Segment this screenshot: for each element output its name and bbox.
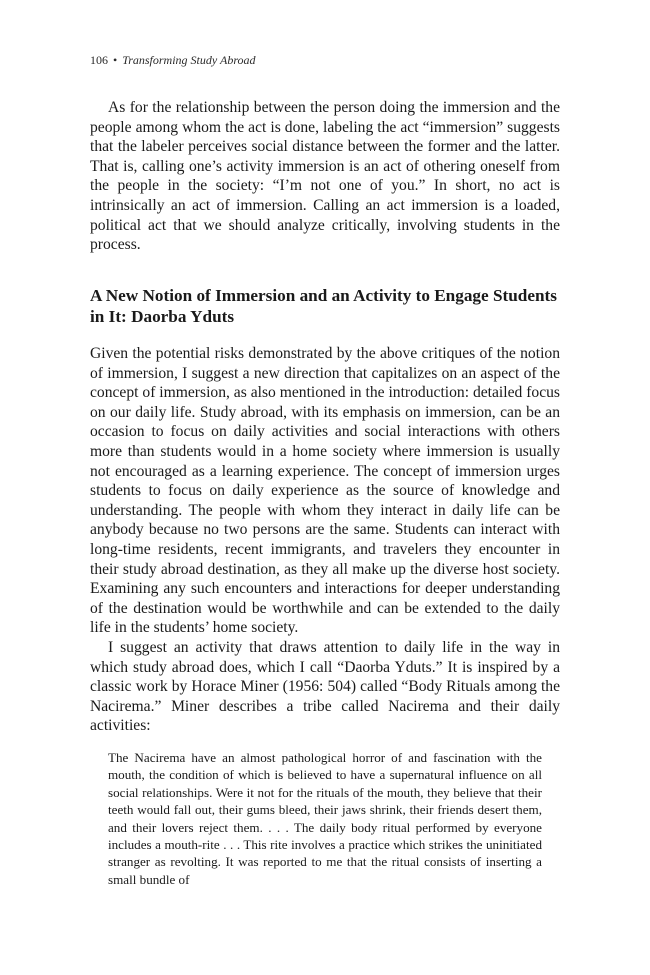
- paragraph-new-direction: Given the potential risks demonstrated by the above critiques of the notion of immersion, I suggest a new direction that capitalizes on an aspect of the concept of immersion, as also mentioned in the introduction: detailed focus on our daily life. Study abroad, with its emphasis on immersion, can be an occasion to focus on daily activities and social interactions with others more than students would in a home society where immersion is usually not encouraged as a learning experience. The concept of immersion urges students to focus on daily experience as the source of knowledge and understanding. The people with whom they interact in daily life can be anybody because no two persons are the same. Students can interact with long-time residents, recent immigrants, and travelers they encounter in their study abroad destination, as they all make up the diverse host society. Examining any such encounters and interactions for deeper understanding of the destination would be worthwhile and can be extended to the daily life in the students’ home society.: [90, 345, 560, 637]
- paragraph-daorba-yduts-activity: I suggest an activity that draws attention to daily life in the way in which study abroad does, which I call “Daorba Yduts.” It is inspired by a classic work by Horace Miner (1956: 504) called “Body Rituals among the Nacirema.” Miner describes a tribe called Nacirema and their daily activities:: [90, 639, 560, 735]
- section-heading: A New Notion of Immersion and an Activity to Engage Students in It: Daorba Yduts: [90, 286, 557, 326]
- running-head: [90, 53, 256, 68]
- page-number: 106: [90, 53, 108, 67]
- block-quote-nacirema: The Nacirema have an almost pathological horror of and fascination with the mouth, the condition of which is believed to have a supernatural influence on all social relationships. Were it not for the rituals of the mouth, they believe that their teeth would fall out, their gums bleed, their jaws shrink, their friends desert them, and their lovers reject them. . . . The daily body ritual performed by everyone includes a mouth-rite . . . This rite involves a practice which strikes the uninitiated stranger as revolting. It was reported to me that the ritual consists of inserting a small bundle of: [108, 750, 542, 887]
- book-title: Transforming Study Abroad: [122, 53, 256, 67]
- header-separator: •: [113, 53, 118, 67]
- paragraph-immersion-labeling: As for the relationship between the person doing the immersion and the people among whom the act is done, labeling the act “immersion” suggests that the labeler perceives social distance between the former and the latter. That is, calling one’s activity immersion is an act of othering oneself from the people in the society: “I’m not one of you.” In short, no act is intrinsically an act of immersion. Calling an act immersion is a loaded, political act that we should analyze critically, involving students in the process.: [90, 99, 560, 254]
